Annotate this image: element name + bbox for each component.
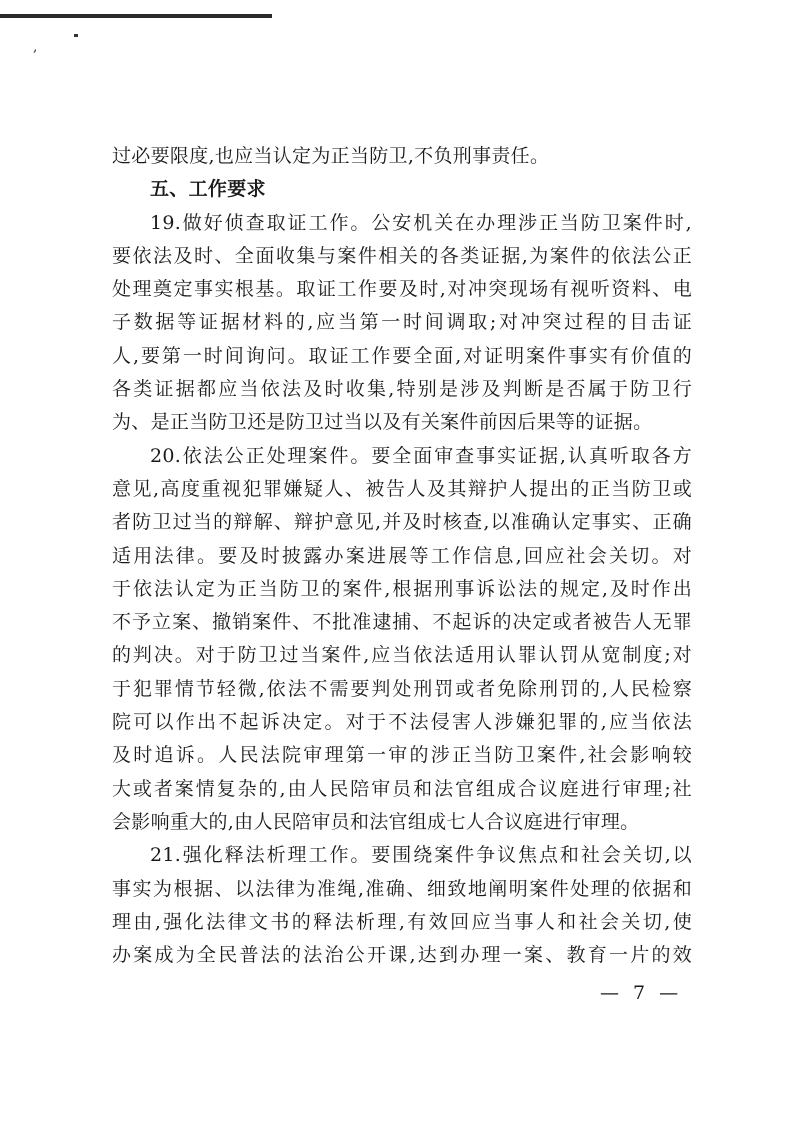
header-rule [0, 14, 272, 18]
body-line: 理由,强化法律文书的释法析理,有效回应当事人和社会关切,使 [112, 910, 692, 933]
page-number: — 7 — [600, 982, 683, 1004]
body-line: 过必要限度,也应当认定为正当防卫,不负刑事责任。 [112, 145, 550, 167]
body-line: 处理奠定事实根基。取证工作要及时,对冲突现场有视听资料、电 [112, 278, 692, 301]
body-line: 事实为根据、以法律为准绳,准确、细致地阐明案件处理的依据和 [112, 877, 692, 900]
body-line: 为、是正当防卫还是防卫过当以及有关案件前因后果等的证据。 [112, 411, 653, 434]
body-line: 者防卫过当的辩解、辩护意见,并及时核查,以准确认定事实、正确 [112, 511, 692, 534]
body-line: 会影响重大的,由人民陪审员和法官组成七人合议庭进行审理。 [112, 810, 640, 833]
section-heading: 五、工作要求 [150, 178, 266, 201]
body-line: 人,要第一时间询问。取证工作要全面,对证明案件事实有价值的 [112, 344, 692, 367]
body-line: 院可以作出不起诉决定。对于不法侵害人涉嫌犯罪的,应当依法 [112, 711, 692, 734]
body-line: 大或者案情复杂的,由人民陪审员和法官组成合议庭进行审理;社 [112, 777, 692, 800]
article-21-start: 21.强化释法析理工作。要围绕案件争议焦点和社会关切,以 [150, 844, 692, 867]
body-line: 要依法及时、全面收集与案件相关的各类证据,为案件的依法公正 [112, 244, 692, 267]
document-body [112, 140, 692, 972]
body-line: 及时追诉。人民法院审理第一审的涉正当防卫案件,社会影响较 [112, 744, 692, 767]
body-line: 子数据等证据材料的,应当第一时间调取;对冲突过程的目击证 [112, 311, 692, 334]
body-line: 于犯罪情节轻微,依法不需要判处刑罚或者免除刑罚的,人民检察 [112, 677, 692, 700]
body-line: 各类证据都应当依法及时收集,特别是涉及判断是否属于防卫行 [112, 378, 692, 401]
body-line: 不予立案、撤销案件、不批准逮捕、不起诉的决定或者被告人无罪 [112, 611, 692, 634]
article-20-start: 20.依法公正处理案件。要全面审查事实证据,认真听取各方 [150, 444, 692, 467]
body-line: 的判决。对于防卫过当案件,应当依法适用认罪认罚从宽制度;对 [112, 644, 692, 667]
scan-comma-mark: , [33, 39, 38, 55]
body-line: 意见,高度重视犯罪嫌疑人、被告人及其辩护人提出的正当防卫或 [112, 477, 692, 500]
body-line: 于依法认定为正当防卫的案件,根据刑事诉讼法的规定,及时作出 [112, 577, 692, 600]
body-line: 办案成为全民普法的法治公开课,达到办理一案、教育一片的效 [112, 944, 692, 967]
scan-mark [74, 34, 78, 37]
article-19-start: 19.做好侦查取证工作。公安机关在办理涉正当防卫案件时, [150, 211, 692, 234]
body-line: 适用法律。要及时披露办案进展等工作信息,回应社会关切。对 [112, 544, 692, 567]
